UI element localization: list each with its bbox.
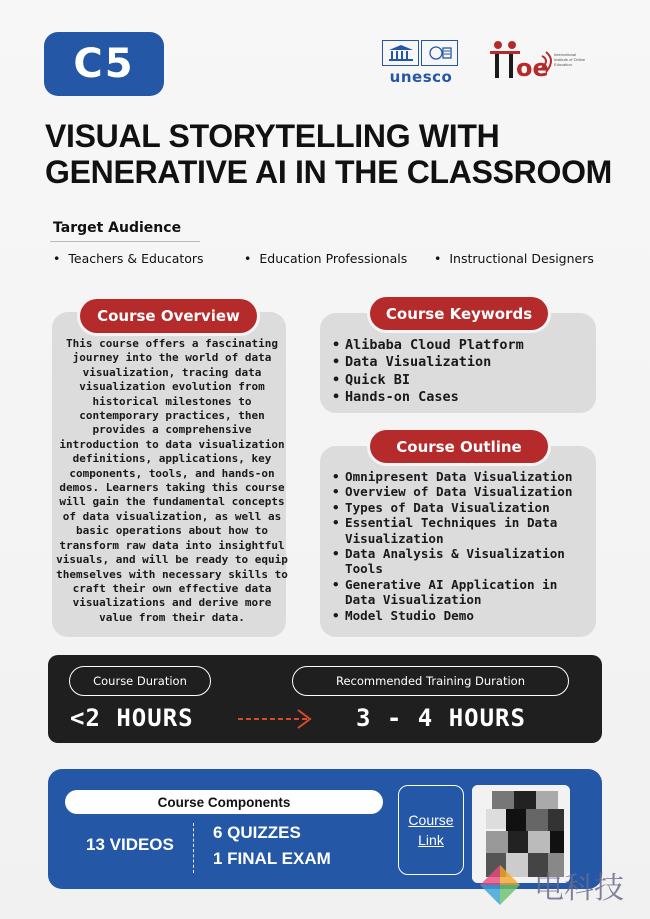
divider — [193, 823, 194, 873]
videos-count: 13 VIDEOS — [86, 835, 174, 854]
institute-emblem-icon — [421, 40, 458, 66]
audience-item: • Instructional Designers — [434, 251, 594, 266]
temple-icon — [382, 40, 419, 66]
list-item: • Data Analysis & Visualization Tools — [332, 546, 594, 577]
list-item: • Quick BI — [332, 372, 524, 389]
list-item: • Model Studio Demo — [332, 608, 594, 623]
course-duration-value: <2 HOURS — [70, 704, 194, 732]
keywords-list — [332, 337, 524, 406]
list-item: • Generative AI Application in Data Visualization — [332, 577, 594, 608]
training-duration-label: Recommended Training Duration — [292, 666, 569, 696]
target-audience-label: Target Audience — [53, 220, 182, 236]
divider — [50, 241, 200, 242]
quizzes-count: 6 QUIZZES — [213, 823, 301, 842]
outline-heading: Course Outline — [370, 430, 548, 463]
audience-item: • Education Professionals — [244, 251, 407, 266]
watermark-text: 电科技 — [534, 871, 624, 906]
list-item: • Alibaba Cloud Platform — [332, 337, 524, 354]
course-link-line-1: Course — [408, 812, 454, 828]
outline-list — [332, 469, 594, 623]
watermark-logo-icon — [472, 857, 528, 913]
list-item: • Data Visualization — [332, 354, 524, 371]
list-item: • Types of Data Visualization — [332, 500, 594, 515]
unesco-wordmark: unesco — [389, 68, 453, 86]
title-line-1: VISUAL STORYTELLING WITH — [45, 118, 500, 154]
overview-heading: Course Overview — [80, 299, 257, 333]
svg-text:oe: oe — [516, 54, 549, 82]
list-item: • Overview of Data Visualization — [332, 484, 594, 499]
audience-item: • Teachers & Educators — [53, 251, 204, 266]
ioe-logo — [484, 38, 589, 88]
components-label: Course Components — [65, 790, 383, 814]
list-item: • Omnipresent Data Visualization — [332, 469, 594, 484]
course-link-line-2: Link — [418, 832, 444, 848]
duration-panel — [48, 655, 602, 743]
list-item: • Hands-on Cases — [332, 389, 524, 406]
course-duration-label: Course Duration — [69, 666, 211, 696]
title-line-2: GENERATIVE AI IN THE CLASSROOM — [45, 154, 613, 190]
arrow-right-icon — [236, 707, 316, 736]
watermark — [472, 856, 650, 914]
training-duration-value: 3 - 4 HOURS — [356, 704, 526, 732]
overview-text: This course offers a fascinating journey into the world of data visualization, tracing data visualization evolution from historical milestones to contemporary practices, then provides a comprehensive introduction to data visualization definitions, applications, key components, tools, and hands-on demos. Learners taking this course will gain the fundamental concepts of data visualization, as well as basic operations about how to transform raw data into insightful visuals, and will be ready to equip themselves with necessary skills to craft their own effective data visualizations and derive more value from their data. — [56, 337, 288, 624]
page-title — [45, 118, 615, 190]
course-code-badge: C5 — [44, 32, 164, 96]
final-exam-count: 1 FINAL EXAM — [213, 849, 331, 868]
course-link[interactable] — [398, 785, 464, 875]
unesco-logo — [382, 40, 460, 86]
keywords-heading: Course Keywords — [370, 297, 548, 330]
ioe-tagline: International Institute of Online Education — [554, 52, 586, 67]
list-item: • Essential Techniques in Data Visualization — [332, 515, 594, 546]
